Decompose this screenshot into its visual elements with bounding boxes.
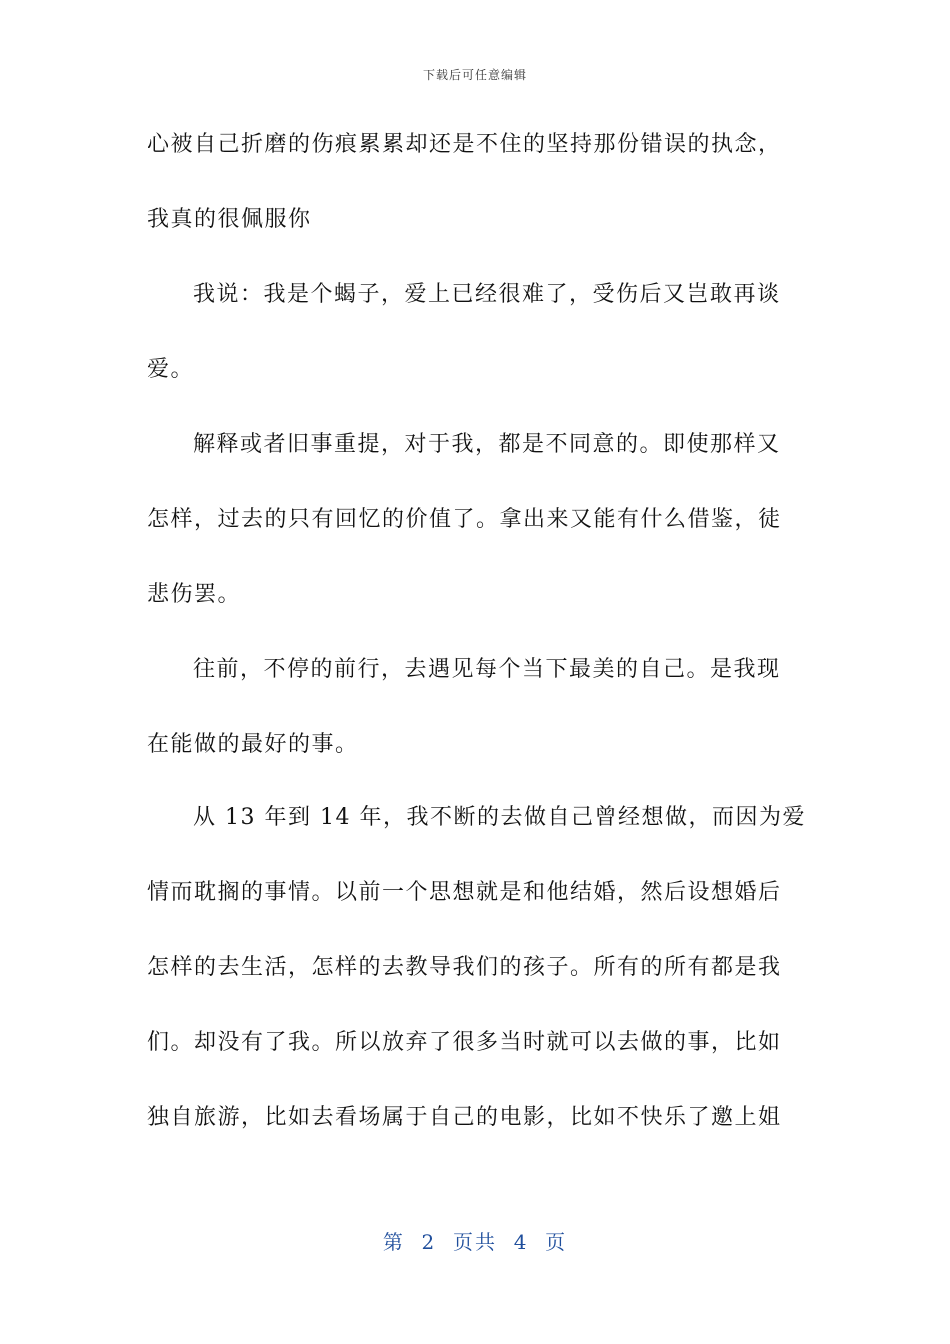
body-line-4: 爱。: [147, 357, 195, 382]
body-line-10: 从 13 年到 14 年，我不断的去做自己曾经想做，而因为爱: [193, 805, 806, 830]
body-line-11: 情而耽搁的事情。以前一个思想就是和他结婚，然后设想婚后: [147, 880, 782, 905]
body-line-12: 怎样的去生活，怎样的去教导我们的孩子。所有的所有都是我: [147, 955, 782, 980]
page-header: 下载后可任意编辑: [422, 68, 527, 82]
body-line-6: 怎样，过去的只有回忆的价值了。拿出来又能有什么借鉴，徒: [147, 507, 782, 532]
body-line-14: 独自旅游，比如去看场属于自己的电影，比如不快乐了邀上姐: [147, 1105, 782, 1130]
body-line-8: 往前，不停的前行，去遇见每个当下最美的自己。是我现: [193, 657, 781, 682]
body-line-5: 解释或者旧事重提，对于我，都是不同意的。即使那样又: [193, 432, 781, 457]
body-line-3: 我说：我是个蝎子，爱上已经很难了，受伤后又岂敢再谈: [193, 282, 781, 307]
body-line-7: 悲伤罢。: [147, 582, 242, 607]
body-line-9: 在能做的最好的事。: [147, 732, 359, 757]
body-line-2: 我真的很佩服你: [147, 207, 312, 232]
body-line-13: 们。却没有了我。所以放弃了很多当时就可以去做的事，比如: [147, 1030, 782, 1055]
body-line-1: 心被自己折磨的伤痕累累却还是不住的坚持那份错误的执念，: [147, 132, 782, 157]
page-footer: 第 2 页共 4 页: [382, 1230, 568, 1254]
